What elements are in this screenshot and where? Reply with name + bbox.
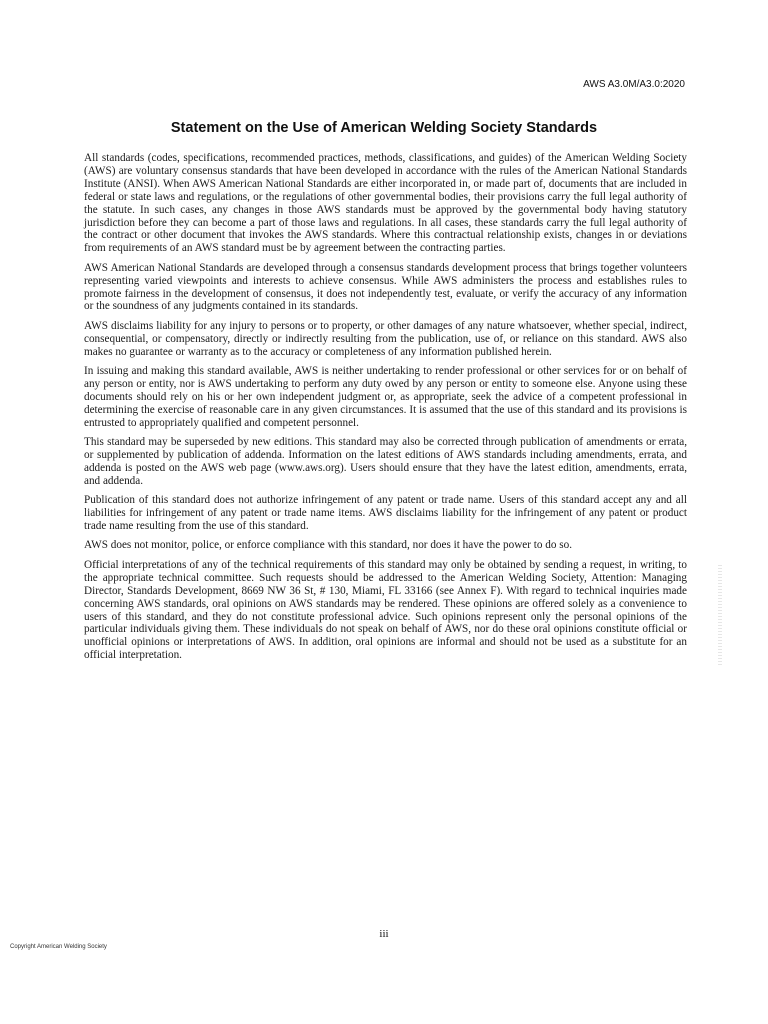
paragraph-liability-disclaimer: AWS disclaims liability for any injury to persons or to property, or other damages of any nature whatsoever, whether special, indirect, consequential, or compensatory, directly or indirectly resulting from the publication, use of, or reliance on this standard. AWS also makes no guarantee or warranty as to the accuracy or completeness of any information published herein. <box>84 319 687 358</box>
paragraph-official-interpretations: Official interpretations of any of the technical requirements of this standard may only be obtained by sending a request, in writing, to the appropriate technical committee. Such requests should be addressed to the American Welding Society, Attention: Managing Director, Standards Development, 8669 NW 36 St, # 130, Miami, FL 33166 (see Annex F). With regard to technical inquiries made concerning AWS standards, oral opinions on AWS standards may be rendered. These opinions are offered solely as a convenience to users of this standard, and they do not constitute professional advice. Such opinions represent only the personal opinions of the particular individuals giving them. These individuals do not speak on behalf of AWS, nor do these oral opinions constitute official or unofficial opinions or interpretations of AWS. In addition, oral opinions are informal and should not be used as a substitute for an official interpretation. <box>84 558 687 662</box>
page-number: iii <box>379 928 389 940</box>
paragraph-voluntary-consensus: All standards (codes, specifications, recommended practices, methods, classifications, and guides) of the American Welding Society (AWS) are voluntary consensus standards that have been developed in accordance with the rules of the American National Standards Institute (ANSI). When AWS American National Standards are either incorporated in, or made part of, documents that are included in federal or state laws and regulations, or the regulations of other governmental bodies, their provisions carry the full legal authority of the statute. In such cases, any changes in those AWS standards must be approved by the governmental body having statutory jurisdiction before they can become a part of those laws and regulations. In all cases, these standards carry the full legal authority of the contract or other document that invokes the AWS standards. Where this contractual relationship exists, changes in or deviations from requirements of an AWS standard must be by agreement between the contracting parties. <box>84 152 687 255</box>
side-watermark <box>718 565 722 665</box>
paragraph-patent-trade-name: Publication of this standard does not authorize infringement of any patent or trade name. Users of this standard accept any and all liabilities for infringement of any patent or trade name items. AWS disclaims liability for the infringement of any patent or product trade name resulting from the use of this standard. <box>84 494 687 533</box>
copyright-notice: Copyright American Welding Society <box>10 944 107 950</box>
paragraph-development-process: AWS American National Standards are developed through a consensus standards development process that brings together volunteers representing varied viewpoints and interests to achieve consensus. While AWS administers the process and establishes rules to promote fairness in the development of consensus, it does not independently test, evaluate, or verify the accuracy of any information or the soundness of any judgments contained in its standards. <box>84 261 687 313</box>
statement-body <box>84 152 687 669</box>
paragraph-compliance: AWS does not monitor, police, or enforce compliance with this standard, nor does it have the power to do so. <box>84 539 572 552</box>
standard-reference: AWS A3.0M/A3.0:2020 <box>583 79 685 90</box>
page-title: Statement on the Use of American Welding Society Standards <box>170 120 598 136</box>
paragraph-editions-amendments: This standard may be superseded by new editions. This standard may also be corrected through publication of amendments or errata, or supplemented by publication of addenda. Information on the latest editions of AWS standards including amendments, errata, and addenda is posted on the AWS web page (www.aws.org). Users should ensure that they have the latest edition, amendments, errata, and addenda. <box>84 436 687 487</box>
paragraph-no-professional-services: In issuing and making this standard available, AWS is neither undertaking to render professional or other services for or on behalf of any person or entity, nor is AWS undertaking to perform any duty owed by any person or entity to someone else. Anyone using these documents should rely on his or her own independent judgment or, as appropriate, seek the advice of a competent professional in determining the exercise of reasonable care in any given circumstances. It is assumed that the use of this standard and its provisions is entrusted to appropriately qualified and competent personnel. <box>84 365 687 429</box>
